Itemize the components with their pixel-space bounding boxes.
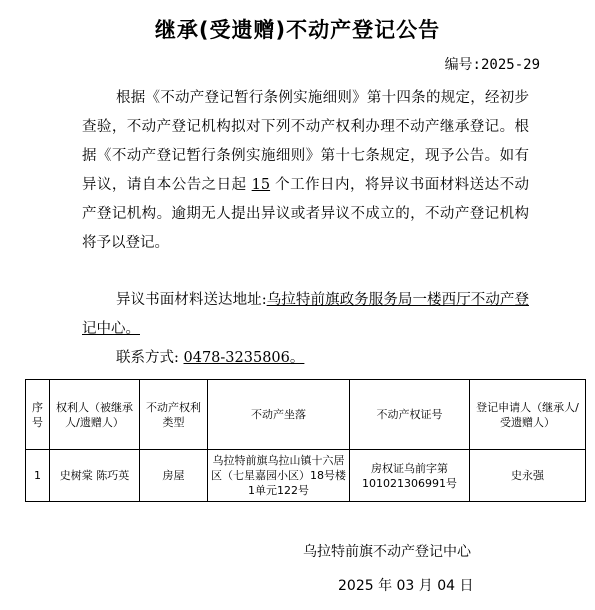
document-number: 编号:2025-29: [444, 57, 540, 73]
issuing-organization: 乌拉特前旗不动产登记中心: [303, 544, 471, 560]
cell-right-type: 房屋: [140, 450, 208, 502]
notice-paragraph: [82, 84, 529, 258]
col-header-right-type: 不动产权利类型: [140, 380, 208, 450]
address-value: 乌拉特前旗政务服务局一楼西厅不动产登记中心。: [82, 292, 529, 337]
col-header-right-holder: 权利人（被继承人/遗赠人）: [50, 380, 140, 450]
cell-applicant: 史永强: [470, 450, 586, 502]
col-header-certificate-no: 不动产权证号: [350, 380, 470, 450]
cell-right-holder: 史树棠 陈巧英: [50, 450, 140, 502]
notice-text-intro: 根据《不动产登记暂行条例实施细则》第十四条的规定，经初步查验，不动产登记机构拟对下列不动产权利办理不动产继承登记。根据《不动产登记暂行条例实施细则》第十七条规定，现予公告。如有异议，请自本公告之日起: [82, 90, 529, 193]
issue-date: 2025 年 03 月 04 日: [338, 578, 474, 594]
col-header-location: 不动产坐落: [208, 380, 350, 450]
col-header-applicant: 登记申请人（继承人/受遗赠人）: [470, 380, 586, 450]
address-label: 异议书面材料送达地址:: [116, 292, 267, 308]
notice-text-rest: 个工作日内，将异议书面材料送达不动产登记机构。逾期无人提出异议或者异议不成立的，不动产登记机构将予以登记。: [82, 177, 530, 251]
cell-location: 乌拉特前旗乌拉山镇十六居区（七星嘉园小区）18号楼1单元122号: [208, 450, 350, 502]
table-row: [26, 450, 586, 502]
contact-label: 联系方式:: [116, 350, 179, 366]
table-header-row: [26, 380, 586, 450]
col-header-index: 序号: [26, 380, 50, 450]
page-title: 继承(受遗赠)不动产登记公告: [154, 18, 441, 42]
property-table: [25, 379, 586, 502]
contact-paragraph: [116, 344, 536, 373]
address-paragraph: [82, 286, 529, 344]
objection-days: 15: [251, 177, 271, 193]
cell-certificate-no: 房权证乌前字第101021306991号: [350, 450, 470, 502]
cell-index: 1: [26, 450, 50, 502]
contact-phone: 0478-3235806。: [183, 350, 305, 366]
